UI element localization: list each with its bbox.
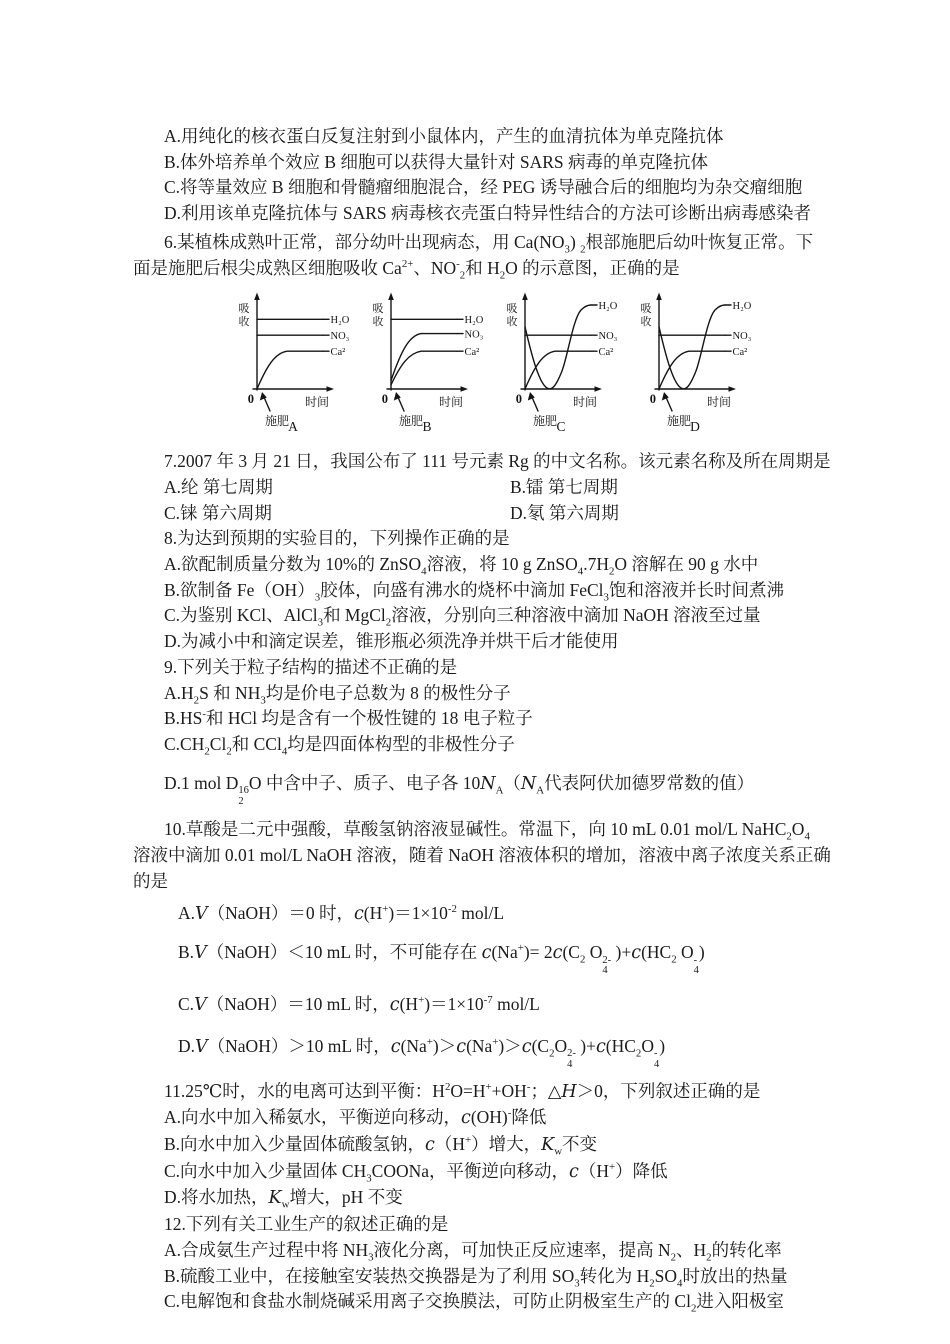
- q7-options-ab-right: B.镭 第七周期: [510, 476, 618, 497]
- chart-panel-C: [497, 289, 627, 435]
- q6-stem-line2: 面是施肥后根尖成熟区细胞吸收 $Ca^{2+}$、$NO^-_2$和 $H_2O$ 的示意图，正确的是: [133, 257, 680, 282]
- q10-stem-line3: 的是: [133, 870, 168, 891]
- q9-stem: 9.下列关于粒子结构的描述不正确的是: [164, 656, 458, 677]
- q10-option-b: B.V（NaOH）＜10 mL 时，不可能存在 $c(Na^+)= 2c(C_2$ O 2- 4 )$+c(HC_2$ O - 4 ): [178, 942, 705, 977]
- q11-option-d: D.将水加热，$K_w$增大，pH 不变: [164, 1187, 403, 1211]
- q10-option-a: A.V（NaOH）＝0 时，$c(H^+)=1\times 10^{-2}$ mol/L: [178, 902, 505, 924]
- q9-option-d: D.1 mol D 16 2 O 中含中子、质子、电子各 $10N_A(N_A$代表阿伏加德罗常数的值）: [164, 772, 755, 807]
- svg-text:Ca²: Ca²: [464, 347, 480, 359]
- q6-stem-line1: 6.某植株成熟叶正常，部分幼叶出现病态，用 $Ca(NO_3)$ $_2$根部施肥后幼叶恢复正常。下: [164, 231, 814, 256]
- q5-option-c: C.将等量效应 B 细胞和骨髓瘤细胞混合，经 PEG 诱导融合后的细胞均为杂交瘤细胞: [164, 177, 803, 198]
- q7-options-cd-right: D.氡 第六周期: [510, 502, 619, 523]
- svg-text:时间: 时间: [439, 395, 464, 410]
- svg-text:NO₃: NO₃: [464, 329, 484, 341]
- q7-options-cd-left: C.铼 第六周期: [164, 502, 272, 523]
- q5-option-d: D.利用该单克隆抗体与 SARS 病毒核衣壳蛋白特异性结合的方法可诊断出病毒感染者: [164, 203, 812, 224]
- svg-text:H₂O: H₂O: [330, 315, 350, 327]
- svg-text:时间: 时间: [573, 395, 598, 410]
- svg-text:施肥: 施肥: [399, 414, 424, 429]
- svg-text:施肥: 施肥: [533, 414, 558, 429]
- svg-text:C: C: [556, 419, 566, 435]
- q10-option-d: D.V（NaOH）＞10 mL 时，$c(Na^+)>c(Na^+)>c(C_2O$ 2- 4 )$+c(HC_2O$ - 4 ): [178, 1035, 666, 1070]
- q10-option-c: C.V（NaOH）＝10 mL 时，$c(H^+)=1\times 10^{-7}$ mol/L: [178, 994, 540, 1016]
- q9-option-a: $A.H_2S$ 和 $NH_3$均是价电子总数为 8 的极性分子: [164, 682, 511, 707]
- q8-option-c: C.为鉴别 KCl、AlCl$_3$和 MgCl$_2$溶液，分别向三种溶液中滴加 NaOH 溶液至过量: [164, 605, 761, 629]
- q8-option-d: D.为减小中和滴定误差，锥形瓶必须洗净并烘干后才能使用: [164, 631, 619, 652]
- q9-option-b: B.HS-和 HCl 均是含有一个极性键的 18 电子粒子: [164, 708, 533, 729]
- svg-text:收: 收: [640, 316, 652, 329]
- svg-text:0: 0: [381, 392, 388, 407]
- svg-text:NO₃: NO₃: [598, 331, 618, 343]
- svg-text:0: 0: [515, 392, 522, 407]
- svg-text:H₂O: H₂O: [464, 315, 484, 327]
- svg-text:D: D: [690, 419, 700, 435]
- q11-stem: 11.25℃时，水的电离可达到平衡：$H^2O=H^++OH^-$；△H＞0，下列叙述正确的是: [164, 1080, 761, 1102]
- q8-option-a: A.欲配制质量分数为 10%的 ZnSO$_4$溶液，将 10 g $ZnSO_4.7H_2O$ 溶解在 90 g 水中: [164, 554, 759, 578]
- svg-text:吸: 吸: [238, 303, 250, 316]
- svg-text:0: 0: [247, 392, 254, 407]
- q11-option-c: C.向水中加入少量固体 $CH_3COONa$，平衡逆向移动，c（H+）降低: [164, 1160, 668, 1185]
- svg-text:施肥: 施肥: [265, 414, 290, 429]
- q12-stem: 12.下列有关工业生产的叙述正确的是: [164, 1214, 449, 1235]
- svg-text:A: A: [288, 419, 298, 435]
- absorption-charts-row: [229, 289, 839, 435]
- svg-text:时间: 时间: [707, 395, 732, 410]
- svg-text:Ca²: Ca²: [330, 347, 346, 359]
- svg-text:H₂O: H₂O: [598, 301, 618, 313]
- chart-panel-D: [631, 289, 761, 435]
- q12-option-a: A.合成氨生产过程中将 $NH_3$液化分离，可加快正反应速率，提高 $N_2$、$H_2$的转化率: [164, 1239, 782, 1264]
- q11-option-b: B.向水中加入少量固体硫酸氢钠，c（H+）增大，$K_w$不变: [164, 1134, 598, 1158]
- q7-stem: 7.2007 年 3 月 21 日，我国公布了 111 号元素 Rg 的中文名称。该元素名称及所在周期是: [164, 451, 831, 472]
- exam-text-body: [133, 124, 839, 1315]
- q10-stem-line1: 10.草酸是二元中强酸，草酸氢钠溶液显碱性。常温下，向 10 mL 0.01 mol/L $NaHC_2O_4$: [164, 819, 810, 843]
- svg-text:吸: 吸: [640, 303, 652, 316]
- q7-options-cd: [133, 501, 839, 527]
- q12-option-c: C.电解饱和食盐水制烧碱采用离子交换膜法，可防止阴极室生产的 $Cl_2$进入阳极室: [164, 1291, 784, 1315]
- q7-options-ab-left: A.纶 第七周期: [164, 476, 273, 497]
- svg-text:Ca²: Ca²: [732, 347, 748, 359]
- q5-option-b: B.体外培养单个效应 B 细胞可以获得大量针对 SARS 病毒的单克隆抗体: [164, 151, 708, 172]
- svg-text:NO₃: NO₃: [330, 331, 350, 343]
- svg-text:时间: 时间: [305, 395, 330, 410]
- svg-text:B: B: [422, 419, 432, 435]
- svg-text:施肥: 施肥: [667, 414, 692, 429]
- svg-text:收: 收: [238, 316, 250, 329]
- svg-text:H₂O: H₂O: [732, 301, 752, 313]
- svg-text:NO₃: NO₃: [732, 331, 752, 343]
- chart-panel-B: [363, 289, 493, 435]
- svg-text:收: 收: [372, 316, 384, 329]
- svg-text:0: 0: [649, 392, 656, 407]
- q8-stem: 8.为达到预期的实验目的，下列操作正确的是: [164, 528, 510, 549]
- q11-option-a: A.向水中加入稀氨水，平衡逆向移动，c(OH)-降低: [164, 1107, 547, 1129]
- q12-option-b: B.硫酸工业中，在接触室安装热交换器是为了利用 $SO_3$转化为 $H_2SO_4$时放出的热量: [164, 1265, 788, 1290]
- svg-text:Ca²: Ca²: [598, 347, 614, 359]
- chart-panel-A: [229, 289, 359, 435]
- q9-option-c: $C.CH_2Cl_2$和 CCl$_4$均是四面体构型的非极性分子: [164, 733, 515, 758]
- q5-option-a: A.用纯化的核衣蛋白反复注射到小鼠体内，产生的血清抗体为单克隆抗体: [164, 126, 724, 146]
- svg-text:吸: 吸: [372, 303, 384, 316]
- q7-options-ab: [133, 475, 839, 501]
- svg-text:收: 收: [506, 316, 518, 329]
- q8-option-b: B.欲制备 $Fe(OH)_3$胶体，向盛有沸水的烧杯中滴加 FeCl$_3$饱和溶液并长时间煮沸: [164, 579, 784, 604]
- svg-text:吸: 吸: [506, 303, 518, 316]
- q10-stem-line2: 溶液中滴加 0.01 mol/L NaOH 溶液，随着 NaOH 溶液体积的增加，溶液中离子浓度关系正确: [133, 845, 831, 866]
